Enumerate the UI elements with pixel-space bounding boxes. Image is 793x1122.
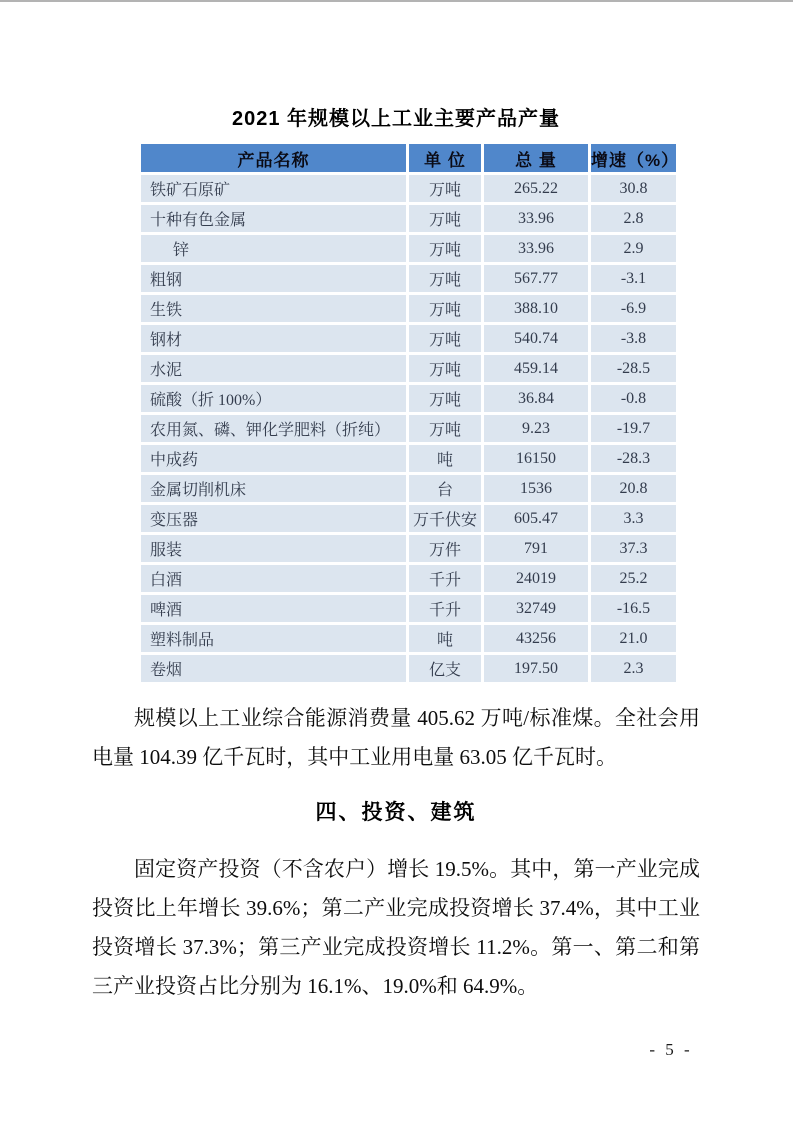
cell-product-name: 变压器 <box>141 505 406 532</box>
page-content <box>0 2 793 1006</box>
investment-paragraph: 固定资产投资（不含农户）增长 19.5%。其中，第一产业完成投资比上年增长 39.6%；第二产业完成投资增长 37.4%，其中工业投资增长 37.3%；第三产业完成投资增长 11.2%。第一、第二和第三产业投资占比分别为 16.1%、19.0%和 64.9%。 <box>92 857 700 998</box>
cell-total: 791 <box>484 535 588 562</box>
cell-total: 540.74 <box>484 325 588 352</box>
cell-unit: 吨 <box>409 445 481 472</box>
table-row <box>141 535 676 562</box>
page-number: - 5 - <box>649 1040 693 1059</box>
table-title: 2021 年规模以上工业主要产品产量 <box>231 108 561 130</box>
cell-product-name: 金属切削机床 <box>141 475 406 502</box>
cell-total: 197.50 <box>484 655 588 682</box>
cell-product-name: 十种有色金属 <box>141 205 406 232</box>
cell-total: 43256 <box>484 625 588 652</box>
cell-total: 33.96 <box>484 205 588 232</box>
cell-total: 9.23 <box>484 415 588 442</box>
cell-total: 32749 <box>484 595 588 622</box>
cell-growth: 2.8 <box>591 205 676 232</box>
energy-consumption-paragraph: 规模以上工业综合能源消费量 405.62 万吨/标准煤。全社会用电量 104.39 亿千瓦时，其中工业用电量 63.05 亿千瓦时。 <box>92 706 700 769</box>
table-row <box>141 625 676 652</box>
products-output-table <box>138 141 679 685</box>
cell-growth: -19.7 <box>591 415 676 442</box>
section-heading-investment-construction: 四、投资、建筑 <box>315 801 477 824</box>
cell-product-name: 生铁 <box>141 295 406 322</box>
cell-product-name: 水泥 <box>141 355 406 382</box>
cell-unit: 万吨 <box>409 355 481 382</box>
cell-total: 24019 <box>484 565 588 592</box>
cell-growth: -6.9 <box>591 295 676 322</box>
cell-product-name: 中成药 <box>141 445 406 472</box>
cell-unit: 万吨 <box>409 295 481 322</box>
cell-total: 33.96 <box>484 235 588 262</box>
cell-product-name: 啤酒 <box>141 595 406 622</box>
column-header-product-name: 产品名称 <box>141 144 406 172</box>
cell-growth: 21.0 <box>591 625 676 652</box>
cell-growth: 20.8 <box>591 475 676 502</box>
cell-growth: 3.3 <box>591 505 676 532</box>
cell-total: 16150 <box>484 445 588 472</box>
cell-growth: 37.3 <box>591 535 676 562</box>
cell-growth: 25.2 <box>591 565 676 592</box>
cell-unit: 万吨 <box>409 235 481 262</box>
cell-growth: -3.8 <box>591 325 676 352</box>
cell-growth: -28.3 <box>591 445 676 472</box>
cell-growth: -16.5 <box>591 595 676 622</box>
cell-growth: -28.5 <box>591 355 676 382</box>
table-row <box>141 265 676 292</box>
table-row <box>141 235 676 262</box>
cell-total: 1536 <box>484 475 588 502</box>
cell-growth: 2.9 <box>591 235 676 262</box>
table-row <box>141 565 676 592</box>
table-body <box>141 175 676 682</box>
table-row <box>141 175 676 202</box>
table-row <box>141 385 676 412</box>
cell-product-name: 塑料制品 <box>141 625 406 652</box>
cell-product-name: 粗钢 <box>141 265 406 292</box>
cell-growth: -3.1 <box>591 265 676 292</box>
cell-unit: 万吨 <box>409 385 481 412</box>
table-row <box>141 655 676 682</box>
cell-unit: 千升 <box>409 565 481 592</box>
table-row <box>141 355 676 382</box>
cell-total: 388.10 <box>484 295 588 322</box>
cell-unit: 台 <box>409 475 481 502</box>
column-header-unit: 单 位 <box>409 144 481 172</box>
cell-total: 265.22 <box>484 175 588 202</box>
cell-total: 567.77 <box>484 265 588 292</box>
cell-product-name: 农用氮、磷、钾化学肥料（折纯） <box>141 415 406 442</box>
cell-product-name: 硫酸（折 100%） <box>141 385 406 412</box>
table-row <box>141 475 676 502</box>
table-row <box>141 325 676 352</box>
cell-total: 36.84 <box>484 385 588 412</box>
cell-product-name: 锌 <box>141 235 406 262</box>
cell-unit: 万件 <box>409 535 481 562</box>
table-row <box>141 595 676 622</box>
cell-growth: 30.8 <box>591 175 676 202</box>
cell-unit: 万吨 <box>409 325 481 352</box>
table-header-row <box>141 144 676 172</box>
cell-unit: 万千伏安 <box>409 505 481 532</box>
table-row <box>141 505 676 532</box>
cell-growth: 2.3 <box>591 655 676 682</box>
column-header-growth: 增速（%） <box>591 144 676 172</box>
cell-unit: 万吨 <box>409 175 481 202</box>
cell-unit: 万吨 <box>409 415 481 442</box>
table-row <box>141 445 676 472</box>
cell-growth: -0.8 <box>591 385 676 412</box>
cell-unit: 亿支 <box>409 655 481 682</box>
cell-unit: 吨 <box>409 625 481 652</box>
cell-product-name: 钢材 <box>141 325 406 352</box>
table-row <box>141 415 676 442</box>
cell-product-name: 卷烟 <box>141 655 406 682</box>
cell-product-name: 白酒 <box>141 565 406 592</box>
column-header-total: 总 量 <box>484 144 588 172</box>
cell-total: 459.14 <box>484 355 588 382</box>
cell-unit: 万吨 <box>409 205 481 232</box>
cell-product-name: 服装 <box>141 535 406 562</box>
cell-product-name: 铁矿石原矿 <box>141 175 406 202</box>
cell-total: 605.47 <box>484 505 588 532</box>
table-row <box>141 295 676 322</box>
table-row <box>141 205 676 232</box>
cell-unit: 千升 <box>409 595 481 622</box>
cell-unit: 万吨 <box>409 265 481 292</box>
